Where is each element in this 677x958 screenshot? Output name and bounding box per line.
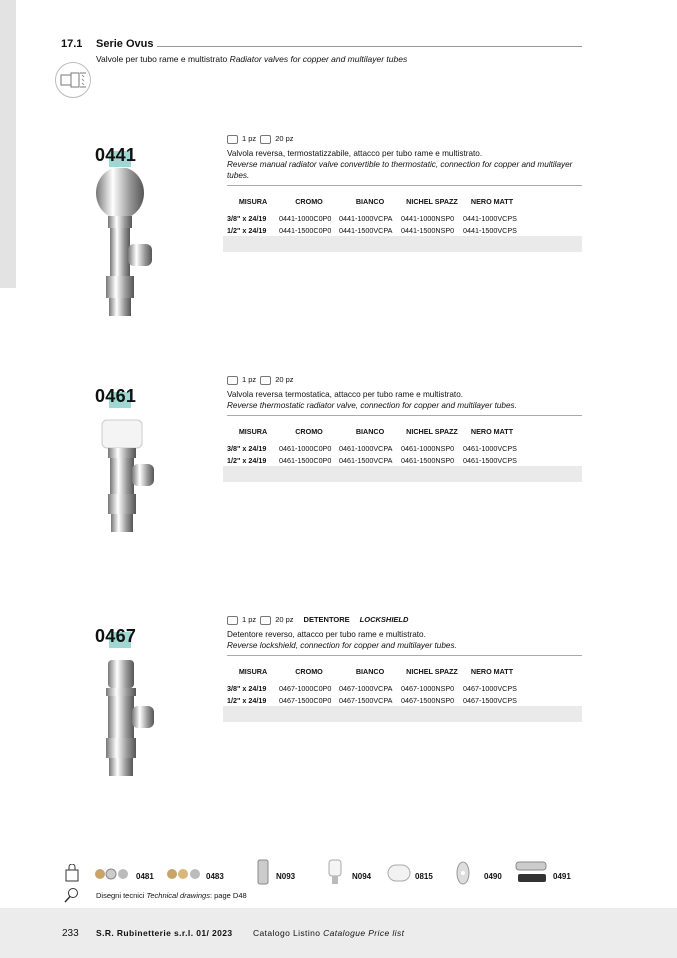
- table-row: 1/2" x 24/19 0467-1500C0P0 0467-1500VCPA 0467-1500NSP0 0467-1500VCPS: [227, 695, 517, 705]
- section-title: Serie Ovus: [96, 38, 154, 50]
- table-footer-band: [223, 466, 582, 482]
- price-table-0441: MISURA CROMO BIANCO NICHEL SPAZZ NERO MATT 3/8" x 24/19 0441-1000C0P0 0441-1000VCPA 0441-1000NSP0 0441-1000VCPS 1/2" x 24/19 0441-1500C0P0 0441-1500VCPA 0441-1500NSP0 0441-1500VCPS: [227, 197, 521, 236]
- price-table-0467: MISURA CROMO BIANCO NICHEL SPAZZ NERO MATT 3/8" x 24/19 0467-1000C0P0 0467-1000VCPA 0467-1000NSP0 0467-1000VCPS 1/2" x 24/19 0467-1500C0P0 0467-1500VCPA 0467-1500NSP0 0467-1500VCPS: [227, 667, 521, 706]
- footer: [0, 908, 677, 958]
- accessory-0481[interactable]: 0481: [136, 872, 154, 881]
- side-tab: [0, 0, 16, 288]
- table-footer-band: [223, 236, 582, 252]
- subtitle-en: Radiator valves for copper and multilayer tubes: [229, 54, 408, 64]
- product-info-0441: [227, 133, 582, 252]
- section-number: 17.1: [61, 38, 83, 50]
- description-en: Reverse manual radiator valve convertible to thermostatic, connection for copper and multilayer tubes.: [227, 160, 573, 180]
- table-separator: [227, 655, 582, 656]
- box-icon: [227, 376, 238, 385]
- packaging: 1 pz 20 pz: [227, 133, 582, 145]
- packaging: 1 pz 20 pz DETENTORE LOCKSHIELD: [227, 614, 582, 626]
- technical-drawings-link[interactable]: Disegni tecnici Technical drawings: page D48: [96, 891, 247, 900]
- lockshield-label-it: DETENTORE: [303, 615, 350, 624]
- description-it: Valvola reversa, termostatizzabile, attacco per tubo rame e multistrato.: [227, 149, 483, 158]
- accessory-0491-icon: [512, 858, 552, 886]
- description-it: Detentore reverso, attacco per tubo rame e multistrato.: [227, 630, 426, 639]
- table-row: 1/2" x 24/19 0441-1500C0P0 0441-1500VCPA 0441-1500NSP0 0441-1500VCPS: [227, 225, 517, 235]
- accessory-n093[interactable]: N093: [276, 872, 296, 881]
- accessory-n094[interactable]: N094: [352, 872, 372, 881]
- accessory-n094-icon: [326, 858, 344, 886]
- table-separator: [227, 415, 582, 416]
- table-row: 3/8" x 24/19 0461-1000C0P0 0461-1000VCPA 0461-1000NSP0 0461-1000VCPS: [227, 443, 517, 453]
- accessory-0481-icon: [94, 864, 130, 884]
- table-row: 1/2" x 24/19 0461-1500C0P0 0461-1500VCPA 0461-1500NSP0 0461-1500VCPS: [227, 455, 517, 465]
- table-row: 3/8" x 24/19 0441-1000C0P0 0441-1000VCPA 0441-1000NSP0 0441-1000VCPS: [227, 213, 517, 223]
- footer-company: S.R. Rubinetterie s.r.l. 01/ 2023: [96, 928, 233, 938]
- product-image-0441: [90, 168, 160, 320]
- description-it: Valvola reversa termostatica, attacco per tubo rame e multistrato.: [227, 390, 464, 399]
- accessory-0483[interactable]: 0483: [206, 872, 224, 881]
- page-number: 233: [62, 928, 79, 939]
- accessory-0490[interactable]: 0490: [484, 872, 502, 881]
- accessory-n093-icon: [256, 858, 270, 886]
- shopping-bag-icon: [64, 864, 80, 882]
- header-rule: [157, 46, 582, 47]
- accessory-0491[interactable]: 0491: [553, 872, 571, 881]
- search-icon: [64, 887, 80, 903]
- carton-icon: [260, 135, 271, 144]
- accessory-0815-icon: [386, 862, 412, 884]
- product-info-0461: [227, 374, 582, 482]
- product-code-0467: 0467: [95, 626, 137, 646]
- lockshield-label-en: LOCKSHIELD: [359, 615, 409, 624]
- description-en: Reverse lockshield, connection for copper and multilayer tubes.: [227, 641, 457, 650]
- product-image-0467: [96, 656, 158, 780]
- accessories-bar: [0, 860, 677, 890]
- product-code-0441: 0441: [95, 145, 137, 165]
- table-separator: [227, 185, 582, 186]
- section-subtitle: [96, 54, 407, 64]
- box-icon: [227, 616, 238, 625]
- product-info-0467: [227, 614, 582, 722]
- packaging: 1 pz 20 pz: [227, 374, 582, 386]
- accessory-0483-icon: [166, 864, 202, 884]
- description-en: Reverse thermostatic radiator valve, connection for copper and multilayer tubes.: [227, 401, 517, 410]
- price-table-0461: MISURA CROMO BIANCO NICHEL SPAZZ NERO MATT 3/8" x 24/19 0461-1000C0P0 0461-1000VCPA 0461-1000NSP0 0461-1000VCPS 1/2" x 24/19 0461-1500C0P0 0461-1500VCPA 0461-1500NSP0 0461-1500VCPS: [227, 427, 521, 466]
- valve-category-icon: [55, 62, 91, 98]
- subtitle-it: Valvole per tubo rame e multistrato: [96, 54, 228, 64]
- carton-icon: [260, 616, 271, 625]
- section-header: [61, 38, 582, 52]
- box-icon: [227, 135, 238, 144]
- footer-catalog: Catalogo Listino Catalogue Price list: [253, 928, 405, 938]
- table-footer-band: [223, 706, 582, 722]
- product-code-0461: 0461: [95, 386, 137, 406]
- carton-icon: [260, 376, 271, 385]
- accessory-0490-icon: [455, 860, 471, 886]
- table-row: 3/8" x 24/19 0467-1000C0P0 0467-1000VCPA 0467-1000NSP0 0467-1000VCPS: [227, 683, 517, 693]
- accessory-0815[interactable]: 0815: [415, 872, 433, 881]
- product-image-0461: [96, 416, 158, 536]
